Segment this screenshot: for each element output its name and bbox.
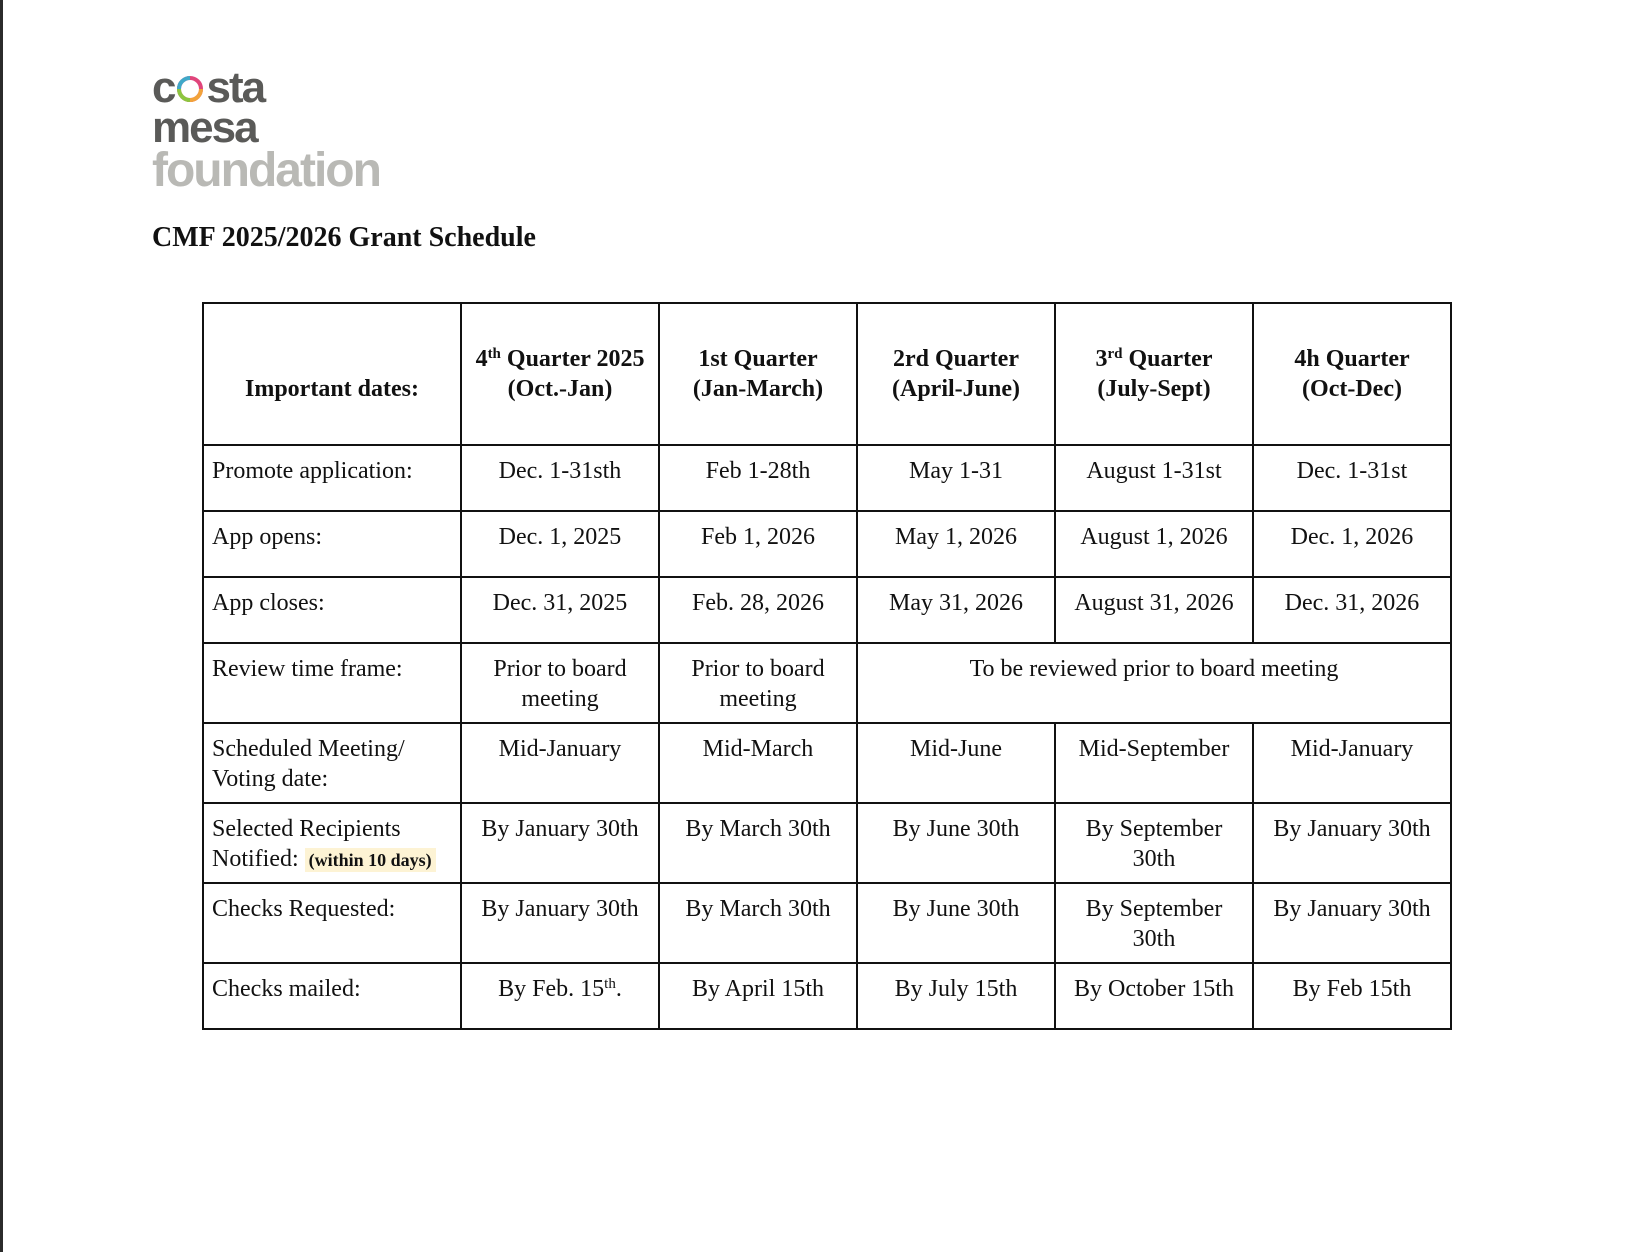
row-label: Promote application: <box>203 445 461 511</box>
grant-schedule-table <box>202 302 1452 1030</box>
table-cell: Mid-January <box>461 723 659 803</box>
table-cell: By January 30th <box>461 883 659 963</box>
table-cell: By January 30th <box>461 803 659 883</box>
header-quarter: 2rd Quarter (April-June) <box>857 303 1055 445</box>
table-cell: Mid-September <box>1055 723 1253 803</box>
table-cell: By October 15th <box>1055 963 1253 1029</box>
table-row <box>203 723 1451 803</box>
table-cell: By January 30th <box>1253 883 1451 963</box>
table-cell: August 1, 2026 <box>1055 511 1253 577</box>
table-cell: Prior to board meeting <box>461 643 659 723</box>
table-cell: Dec. 1-31st <box>1253 445 1451 511</box>
table-cell: May 1-31 <box>857 445 1055 511</box>
table-cell: Prior to board meeting <box>659 643 857 723</box>
table-row <box>203 803 1451 883</box>
row-label: Checks mailed: <box>203 963 461 1029</box>
table-cell: Dec. 1, 2025 <box>461 511 659 577</box>
table-cell: August 1-31st <box>1055 445 1253 511</box>
table-cell: By September 30th <box>1055 803 1253 883</box>
header-quarter: 3rd Quarter (July-Sept) <box>1055 303 1253 445</box>
table-cell: Dec. 31, 2025 <box>461 577 659 643</box>
row-label: Selected Recipients Notified: (within 10 days) <box>203 803 461 883</box>
table-cell: By September 30th <box>1055 883 1253 963</box>
document-title: CMF 2025/2026 Grant Schedule <box>152 222 536 253</box>
table-cell: Mid-January <box>1253 723 1451 803</box>
table-cell: By Feb 15th <box>1253 963 1451 1029</box>
table-row <box>203 883 1451 963</box>
header-quarter: 4th Quarter 2025 (Oct.-Jan) <box>461 303 659 445</box>
row-label: App opens: <box>203 511 461 577</box>
row-label: Review time frame: <box>203 643 461 723</box>
table-cell: By March 30th <box>659 803 857 883</box>
table-cell: Dec. 1, 2026 <box>1253 511 1451 577</box>
page-edge <box>0 0 3 1252</box>
table-cell: By April 15th <box>659 963 857 1029</box>
table-cell: Mid-June <box>857 723 1055 803</box>
table-cell: Dec. 31, 2026 <box>1253 577 1451 643</box>
logo-ring-icon <box>175 74 205 104</box>
table-cell: By Feb. 15th. <box>461 963 659 1029</box>
logo-line-1: c sta <box>152 63 265 112</box>
table-cell: Feb 1-28th <box>659 445 857 511</box>
header-quarter: 4h Quarter (Oct-Dec) <box>1253 303 1451 445</box>
table-cell: By March 30th <box>659 883 857 963</box>
row-label: Scheduled Meeting/ Voting date: <box>203 723 461 803</box>
merged-review-cell: To be reviewed prior to board meeting <box>857 643 1451 723</box>
table-row <box>203 643 1451 723</box>
header-quarter: 1st Quarter (Jan-March) <box>659 303 857 445</box>
table-row <box>203 511 1451 577</box>
table-cell: August 31, 2026 <box>1055 577 1253 643</box>
highlighted-note: (within 10 days) <box>305 848 436 872</box>
table-cell: Dec. 1-31sth <box>461 445 659 511</box>
header-row <box>203 303 1451 445</box>
table-cell: By June 30th <box>857 883 1055 963</box>
costa-mesa-foundation-logo <box>152 63 380 197</box>
table-row <box>203 577 1451 643</box>
logo-line-3: foundation <box>152 143 380 197</box>
table-cell: By January 30th <box>1253 803 1451 883</box>
table-cell: Feb 1, 2026 <box>659 511 857 577</box>
table-cell: May 1, 2026 <box>857 511 1055 577</box>
table-cell: By July 15th <box>857 963 1055 1029</box>
table-cell: Feb. 28, 2026 <box>659 577 857 643</box>
table-row <box>203 963 1451 1029</box>
table-cell: May 31, 2026 <box>857 577 1055 643</box>
table-row <box>203 445 1451 511</box>
row-label: Checks Requested: <box>203 883 461 963</box>
logo-line-2: mesa <box>152 103 257 153</box>
header-corner: Important dates: <box>203 303 461 445</box>
table-cell: Mid-March <box>659 723 857 803</box>
row-label: App closes: <box>203 577 461 643</box>
table-cell: By June 30th <box>857 803 1055 883</box>
